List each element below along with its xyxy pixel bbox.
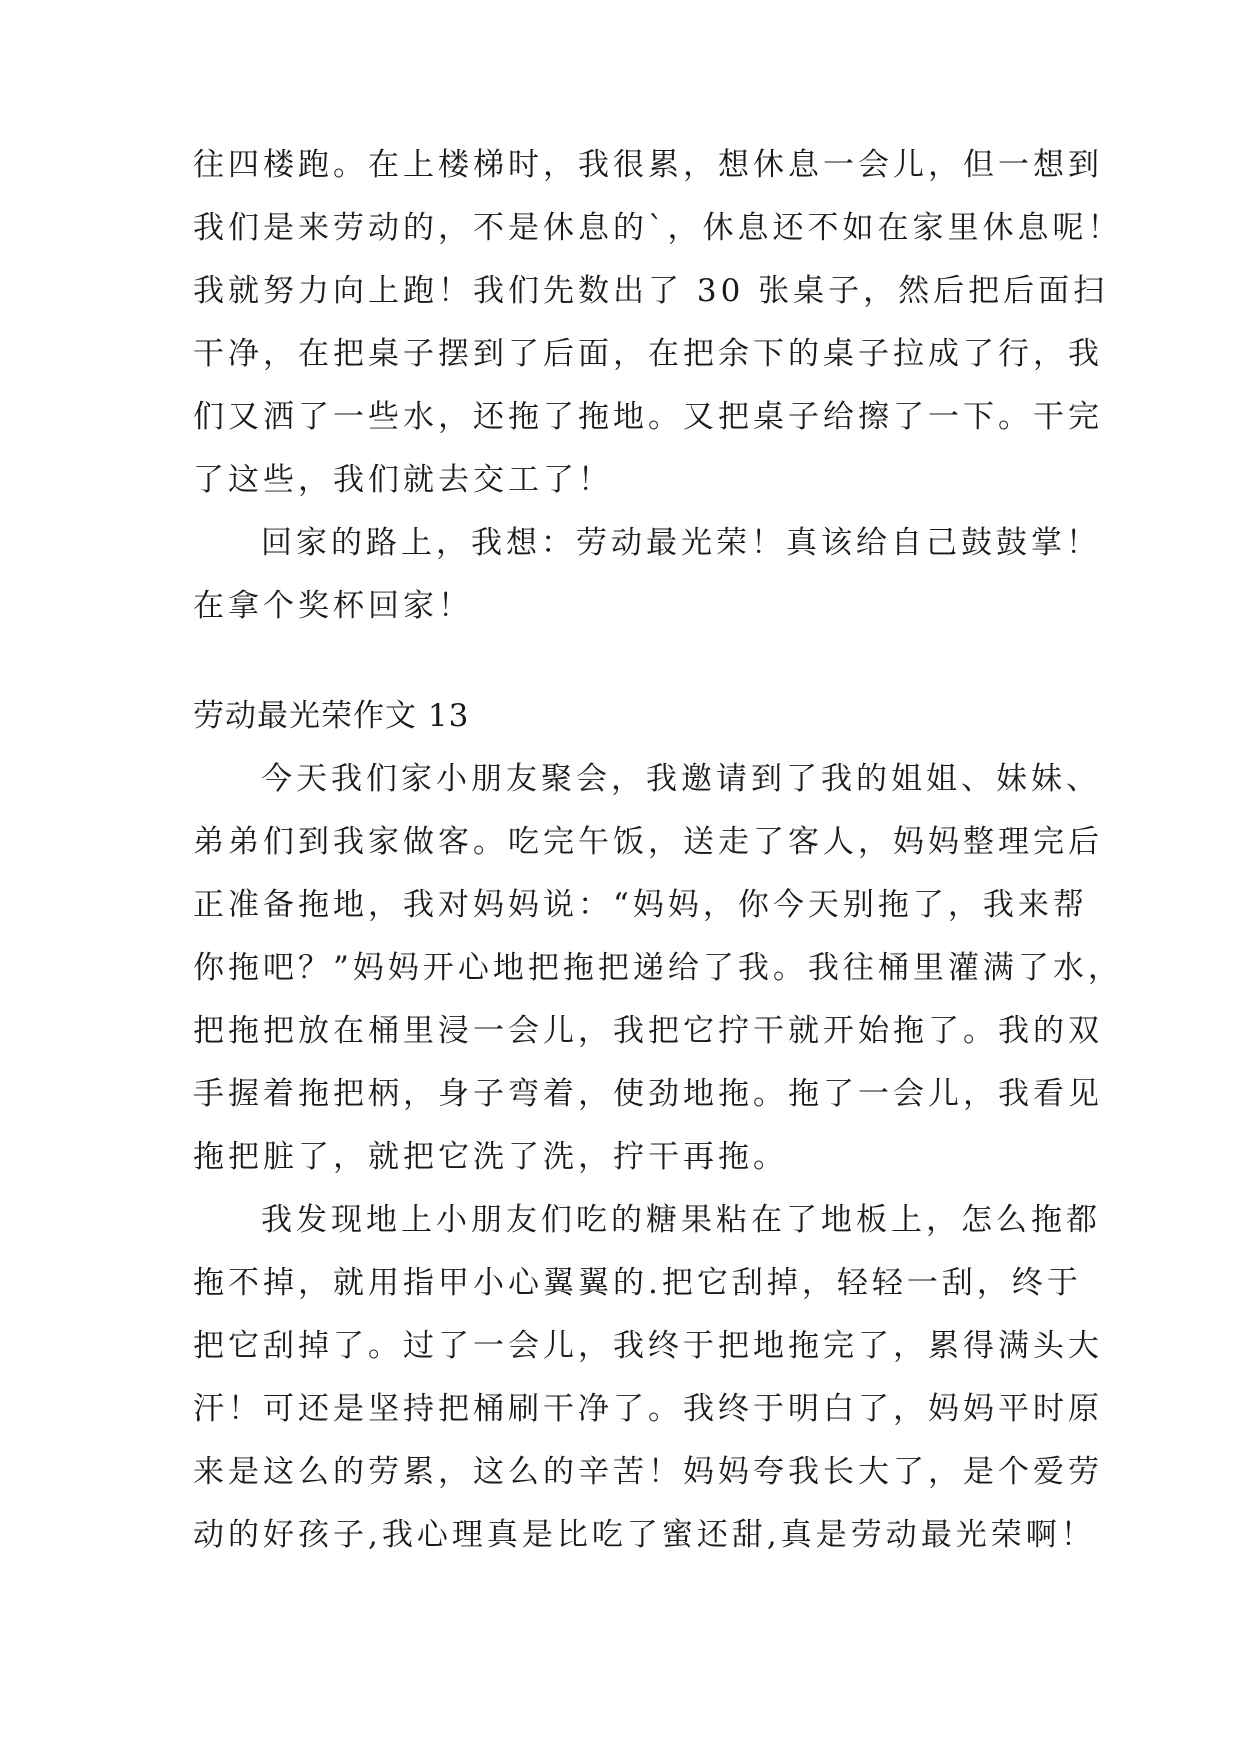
text-line: 今天我们家小朋友聚会，我邀请到了我的姐姐、妹妹、 [261, 761, 1101, 797]
text-line: 拖把脏了，就把它洗了洗，拧干再拖。 [193, 1139, 788, 1175]
text-line: 干净，在把桌子摆到了后面，在把余下的桌子拉成了行，我 [193, 336, 1103, 372]
paragraph-intro [193, 748, 1123, 1189]
essay-title: 劳动最光荣作文 13 [193, 698, 470, 734]
paragraph-conclusion [193, 1189, 1103, 1567]
paragraph-closing [193, 512, 1101, 638]
text-line: 我就努力向上跑！我们先数出了 30 张桌子，然后把后面扫 [193, 273, 1109, 309]
text-line: 汗！可还是坚持把桶刷干净了。我终于明白了，妈妈平时原 [193, 1391, 1103, 1427]
text-line: 你拖吧？”妈妈开心地把拖把递给了我。我往桶里灌满了水， [193, 950, 1123, 986]
text-line: 来是这么的劳累，这么的辛苦！妈妈夸我长大了，是个爱劳 [193, 1454, 1103, 1490]
text-line: 把它刮掉了。过了一会儿，我终于把地拖完了，累得满头大 [193, 1328, 1103, 1364]
text-line: 弟弟们到我家做客。吃完午饭，送走了客人，妈妈整理完后 [193, 824, 1103, 860]
text-line: 正准备拖地，我对妈妈说：“妈妈，你今天别拖了，我来帮 [193, 887, 1088, 923]
text-line: 在拿个奖杯回家！ [193, 588, 473, 624]
text-line: 我发现地上小朋友们吃的糖果粘在了地板上，怎么拖都 [261, 1202, 1101, 1238]
text-line: 往四楼跑。在上楼梯时，我很累，想休息一会儿，但一想到 [193, 147, 1103, 183]
text-line: 了这些，我们就去交工了！ [193, 462, 613, 498]
text-line: 把拖把放在桶里浸一会儿，我把它拧干就开始拖了。我的双 [193, 1013, 1103, 1049]
paragraph-continuation [193, 134, 1123, 512]
text-line: 们又洒了一些水，还拖了拖地。又把桌子给擦了一下。干完 [193, 399, 1103, 435]
essay-heading [193, 685, 1055, 748]
text-line: 手握着拖把柄，身子弯着，使劲地拖。拖了一会儿，我看见 [193, 1076, 1103, 1112]
text-line: 我们是来劳动的，不是休息的`，休息还不如在家里休息呢！ [193, 210, 1123, 246]
text-line: 拖不掉，就用指甲小心翼翼的.把它刮掉，轻轻一刮，终于 [193, 1265, 1082, 1301]
text-line: 回家的路上，我想：劳动最光荣！真该给自己鼓鼓掌！ [261, 525, 1101, 561]
text-line: 动的好孩子,我心理真是比吃了蜜还甜,真是劳动最光荣啊！ [193, 1517, 1096, 1553]
